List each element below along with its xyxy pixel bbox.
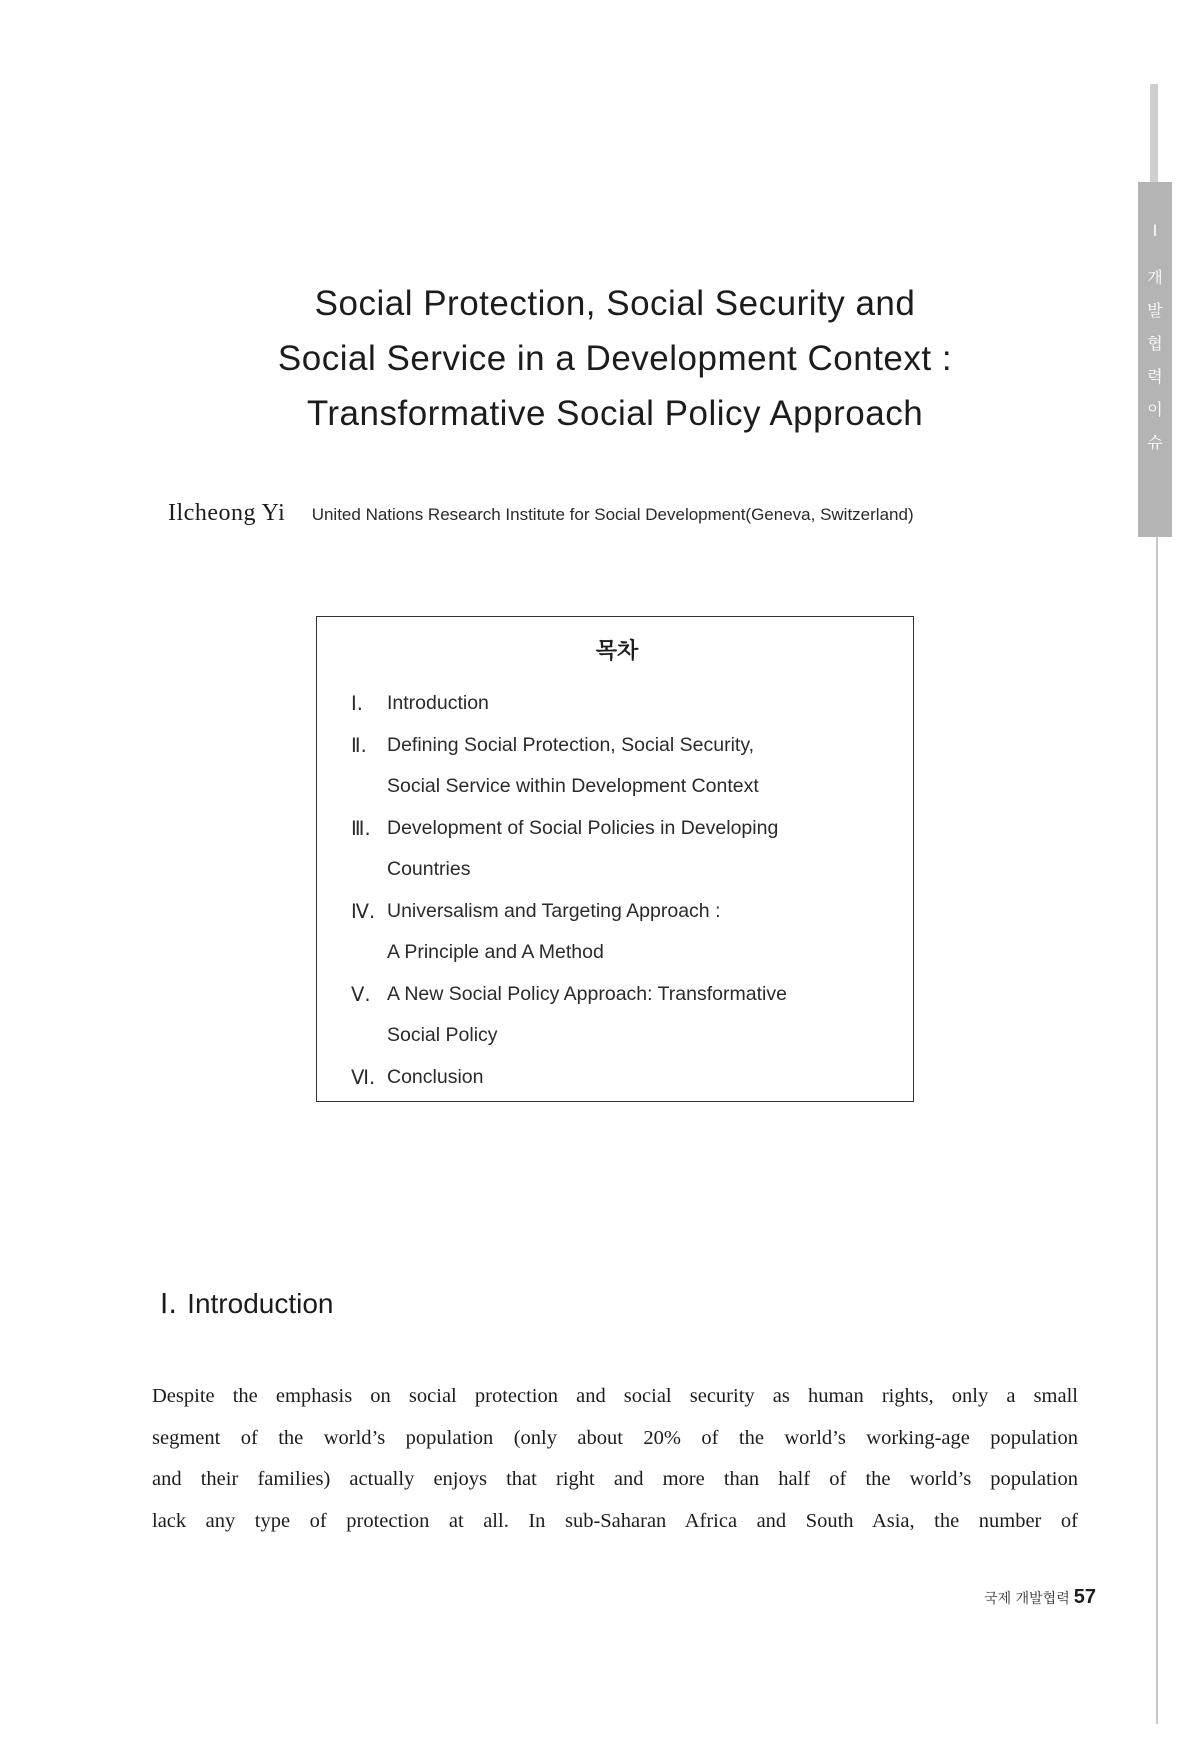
side-tab-char: 발 bbox=[1147, 301, 1163, 320]
section-heading bbox=[160, 1287, 334, 1320]
toc-item-number: Ⅲ. bbox=[351, 816, 371, 840]
toc-item-number: Ⅱ. bbox=[351, 733, 367, 757]
toc-item-text bbox=[387, 974, 883, 1057]
body-paragraph bbox=[152, 1376, 1078, 1542]
body-line: Despite the emphasis on social protection and social security as human rights, only a small bbox=[152, 1385, 1078, 1407]
toc-item-number: Ⅴ. bbox=[351, 982, 371, 1006]
author-line bbox=[168, 500, 1128, 527]
toc-item-line: Development of Social Policies in Developing bbox=[387, 816, 779, 839]
body-line: lack any type of protection at all. In sub-Saharan Africa and South Asia, the number of bbox=[152, 1509, 1078, 1532]
section-number: Ⅰ. bbox=[160, 1287, 178, 1320]
toc-item-text bbox=[387, 683, 883, 725]
table-of-contents bbox=[316, 616, 914, 1102]
paper-title bbox=[150, 276, 1080, 441]
page-number: 57 bbox=[1073, 1586, 1096, 1608]
toc-item bbox=[351, 974, 883, 1057]
toc-item bbox=[351, 891, 883, 974]
section-side-tab bbox=[1138, 182, 1172, 537]
toc-item-number: Ⅰ. bbox=[351, 692, 363, 715]
journal-name: 국제 개발협력 bbox=[984, 1591, 1070, 1607]
title-line: Social Service in a Development Context : bbox=[277, 339, 953, 378]
side-tab-char: 이 bbox=[1147, 400, 1163, 419]
toc-item-line: Social Policy bbox=[387, 1024, 498, 1046]
toc-item-line: Countries bbox=[387, 858, 471, 880]
title-line: Transformative Social Policy Approach bbox=[306, 394, 924, 433]
toc-item-number: Ⅵ. bbox=[351, 1065, 376, 1089]
toc-item-line: A New Social Policy Approach: Transformative bbox=[387, 982, 787, 1005]
side-tab-char: 협 bbox=[1147, 334, 1163, 353]
body-line: and their families) actually enjoys that right and more than half of the world’s population bbox=[152, 1468, 1078, 1491]
side-tab-char: 슈 bbox=[1147, 433, 1163, 452]
page-footer bbox=[960, 1586, 1096, 1609]
toc-item-line: Universalism and Targeting Approach : bbox=[387, 899, 721, 922]
body-line: segment of the world’s population (only about 20% of the world’s working-age population bbox=[152, 1426, 1078, 1449]
toc-title: 목차 bbox=[595, 639, 639, 664]
toc-item bbox=[351, 683, 883, 725]
side-tab-char: 력 bbox=[1147, 367, 1163, 386]
margin-top-bar bbox=[1150, 84, 1158, 182]
toc-item-line: Defining Social Protection, Social Security, bbox=[387, 733, 755, 756]
side-tab-char: 개 bbox=[1147, 268, 1163, 287]
toc-item-line: A Principle and A Method bbox=[387, 941, 604, 963]
toc-item bbox=[351, 1057, 883, 1099]
author-affiliation: United Nations Research Institute for Social Development(Geneva, Switzerland) bbox=[311, 505, 914, 524]
toc-item bbox=[351, 808, 883, 891]
title-line: Social Protection, Social Security and bbox=[314, 284, 916, 323]
toc-item-number: Ⅳ. bbox=[351, 899, 376, 923]
section-title: Introduction bbox=[187, 1288, 334, 1319]
toc-item-text bbox=[387, 891, 883, 974]
toc-item-line: Social Service within Development Context bbox=[387, 775, 759, 797]
toc-item-line: Conclusion bbox=[387, 1065, 484, 1088]
author-name: Ilcheong Yi bbox=[168, 500, 286, 526]
toc-item bbox=[351, 725, 883, 808]
toc-item-line: Introduction bbox=[387, 692, 489, 714]
toc-item-text bbox=[387, 725, 883, 808]
side-tab-number: Ⅰ bbox=[1152, 221, 1158, 240]
toc-item-text bbox=[387, 808, 883, 891]
toc-item-text bbox=[387, 1057, 883, 1099]
